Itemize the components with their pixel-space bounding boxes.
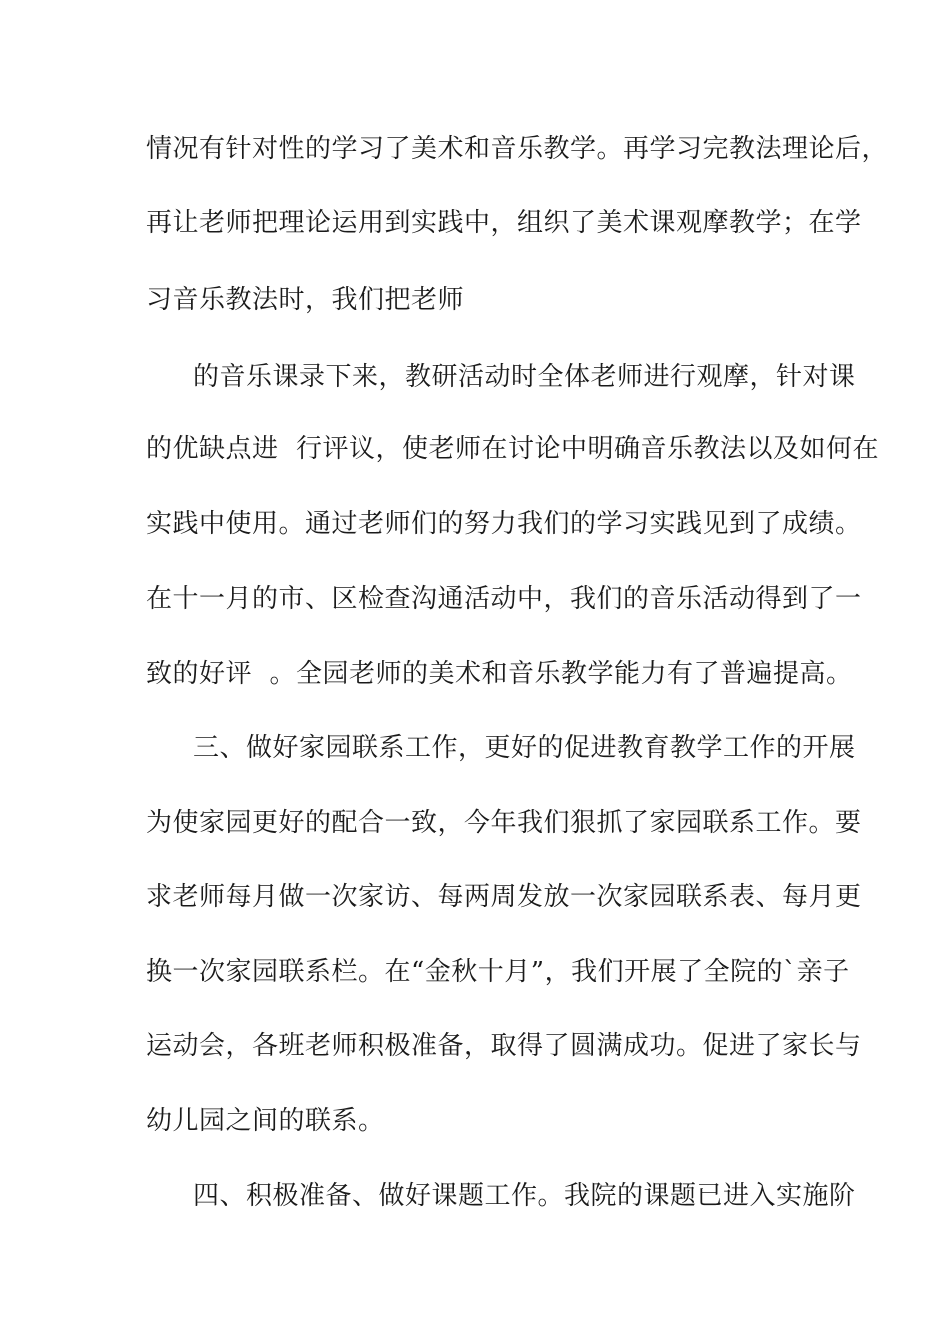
- text-line-5: 的优缺点进 行评议，使老师在讨论中明确音乐教法以及如何在: [146, 434, 880, 464]
- text-line-10: 为使家园更好的配合一致，今年我们狠抓了家园联系工作。要: [146, 808, 862, 838]
- section-heading-3: 三、做好家园联系工作，更好的促进教育教学工作的开展: [193, 733, 856, 763]
- text-line-14: 幼儿园之间的联系。: [146, 1106, 385, 1136]
- text-line-7: 在十一月的市、区检查沟通活动中，我们的音乐活动得到了一: [146, 584, 862, 614]
- text-line-1: 情况有针对性的学习了美术和音乐教学。再学习完教法理论后，: [146, 134, 889, 164]
- text-line-3: 习音乐教法时，我们把老师: [146, 285, 465, 315]
- text-line-8: 致的好评 。全园老师的美术和音乐教学能力有了普遍提高。: [146, 659, 853, 689]
- text-line-4: 的音乐课录下来，教研活动时全体老师进行观摩，针对课: [193, 362, 856, 392]
- text-line-6: 实践中使用。通过老师们的努力我们的学习实践见到了成绩。: [146, 509, 862, 539]
- text-line-12: 换一次家园联系栏。在“金秋十月”，我们开展了全院的`亲子: [146, 957, 850, 987]
- text-line-2: 再让老师把理论运用到实践中，组织了美术课观摩教学；在学: [146, 208, 862, 238]
- section-heading-4: 四、积极准备、做好课题工作。我院的课题已进入实施阶: [193, 1181, 856, 1211]
- text-line-11: 求老师每月做一次家访、每两周发放一次家园联系表、每月更: [146, 882, 862, 912]
- text-line-13: 运动会，各班老师积极准备，取得了圆满成功。促进了家长与: [146, 1031, 862, 1061]
